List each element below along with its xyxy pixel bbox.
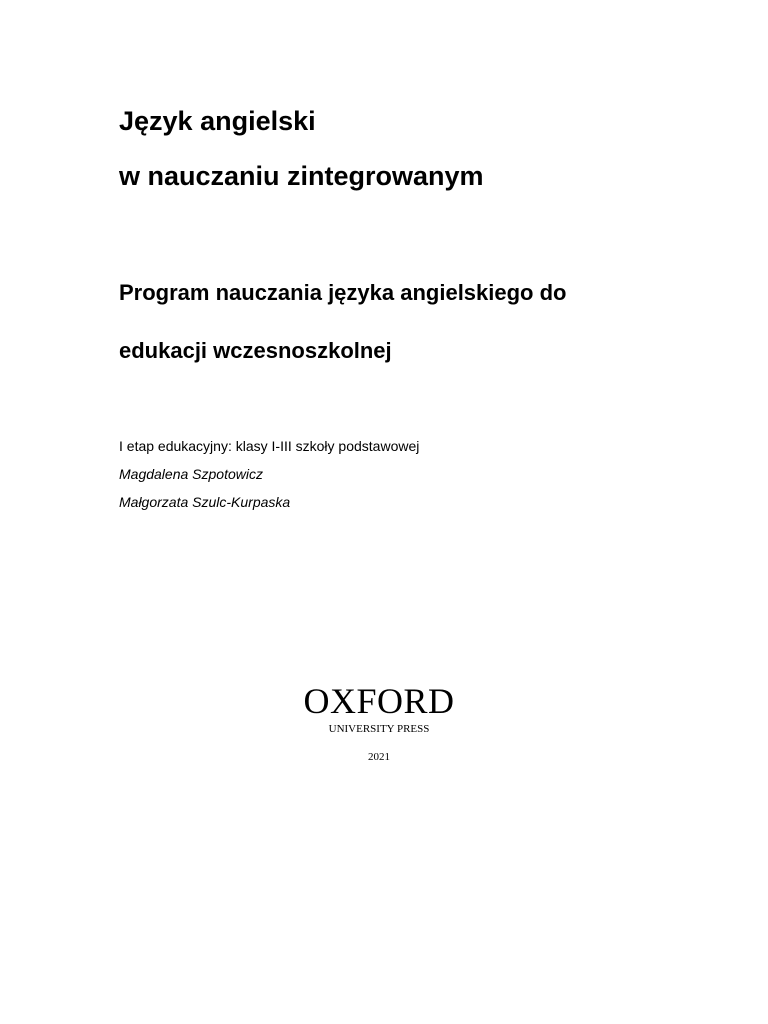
author-name: Magdalena Szpotowicz (119, 466, 263, 482)
publication-year: 2021 (368, 751, 390, 763)
subtitle-line-2: edukacji wczesnoszkolnej (119, 338, 392, 363)
title-line-2: w nauczaniu zintegrowanym (119, 161, 484, 191)
subtitle-line-1: Program nauczania języka angielskiego do (119, 280, 567, 305)
education-stage: I etap edukacyjny: klasy I-III szkoły podstawowej (119, 438, 420, 454)
publisher-logo: OXFORD (303, 681, 455, 721)
author-name: Małgorzata Szulc-Kurpaska (119, 494, 291, 510)
title-line-1: Język angielski (119, 106, 316, 136)
publisher-subname: UNIVERSITY PRESS (328, 723, 430, 735)
